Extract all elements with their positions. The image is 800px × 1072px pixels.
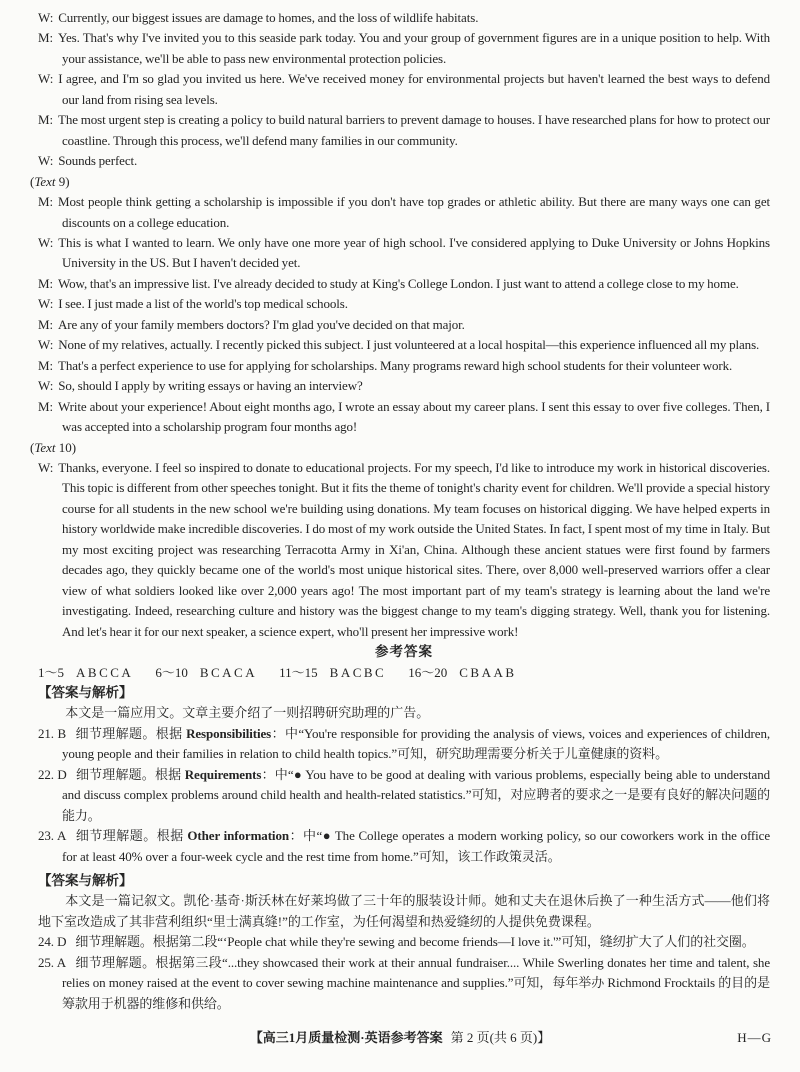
speaker-label: W: (38, 153, 54, 169)
answer-letters: CBAAB (459, 664, 517, 680)
text-section-label: (Text 10) (30, 439, 77, 455)
transcript-line: W: Currently, our biggest issues are damage to homes, and the loss of wildlife habitats. (38, 10, 479, 25)
analysis-section-header: 【答案与解析】 (38, 684, 133, 700)
analysis-item: 24. D 细节理解题。根据第二段“‘People chat while they're sewing and become friends—I love it.'”可知，缝纫扩大了人们的社交圈。 (38, 934, 755, 950)
text-section-label: (Text 9) (30, 173, 70, 189)
item-number-and-answer: 24. D (38, 934, 67, 950)
speaker-label: W: (38, 337, 54, 353)
analysis-sections (38, 683, 770, 1014)
answer-key-line (38, 663, 770, 683)
transcript-line: W: I agree, and I'm so glad you invited us here. We've received money for environmental projects but haven't learned the best ways to defend our land from rising sea levels. (38, 71, 770, 107)
answer-letters: BACBC (329, 664, 387, 680)
transcript-line: M: Yes. That's why I've invited you to this seaside park today. You and your group of government figures are in a unique position to help. With your assistance, we'll be able to pass new environmental protection policies. (38, 30, 770, 66)
transcript-line: M: The most urgent step is creating a policy to build natural barriers to prevent damage to houses. I have researched plans for how to protect our coastline. Through this process, we'll defend many families in our community. (38, 112, 770, 148)
text-label-italic: Text (34, 439, 56, 455)
footer-page-number: 第 2 页(共 6 页)】 (450, 1030, 551, 1045)
footer-code: H—G (737, 1030, 772, 1045)
speaker-label: W: (38, 71, 54, 87)
speaker-label: M: (38, 398, 53, 414)
footer-title: 【高三1月质量检测·英语参考答案 (249, 1030, 443, 1045)
answer-letters: BCACA (199, 664, 258, 680)
item-number-and-answer: 23. A (38, 828, 67, 844)
speaker-label: W: (38, 296, 54, 312)
speaker-label: M: (38, 30, 53, 46)
transcript-line: M: Are any of your family members doctors? I'm glad you've decided on that major. (38, 316, 465, 332)
item-number-and-answer: 22. D (38, 766, 67, 782)
answer-letters: ABCCA (76, 664, 134, 680)
speaker-label: W: (38, 10, 54, 25)
speaker-label: M: (38, 275, 53, 291)
speaker-label: W: (38, 378, 54, 394)
item-number-and-answer: 21. B (38, 725, 67, 741)
analysis-item: 25. A 细节理解题。根据第三段“...they showcased their work at their annual fundraiser.... While Swerling donates her time and talent, she relies on money raised at the event to cover sewing machine maintenance and supplies.”可知，每年举办 Richmond Frocktails 的目的是筹款用于机器的维修和供给。 (38, 954, 770, 1011)
page-footer (0, 1028, 800, 1048)
transcript-line: M: That's a perfect experience to use for applying for scholarships. Many programs reward high school students for their volunteer work. (38, 357, 733, 373)
bold-keyword: Requirements (184, 766, 262, 782)
passage-summary: 本文是一篇记叙文。凯伦·基奇·斯沃林在好莱坞做了三十年的服装设计师。她和丈夫在退休后换了一种生活方式——他们将地下室改造成了其非营利组织“里士满真缝!”的工作室，为任何渴望和热爱缝纫的人提供免费课程。 (38, 893, 770, 929)
listening-transcript (30, 8, 770, 642)
answer-range: 16～20 (408, 664, 448, 680)
transcript-line: W: I see. I just made a list of the world's top medical schools. (38, 296, 348, 312)
answer-range: 11～15 (279, 664, 318, 680)
reference-answers-heading: 参考答案 (375, 644, 433, 660)
transcript-line: W: Thanks, everyone. I feel so inspired to donate to educational projects. For my speech, I'd like to introduce my work in historical discoveries. This topic is different from other speeches tonight. But it fits the theme of tonight's charity event for children. We'll provide a special history course for all students in the new school we're building using donations. My team focuses on historical digging. We have helped experts in history worldwide make incredible discoveries. I do most of my work outside the United States. In fact, I spent most of my time in Italy. But my most exciting project was researching Terracotta Army in Xi'an, China. Although these ancient statues were first found by farmers decades ago, they quickly became one of the world's most unique historical sites. There, over 8,000 well-preserved warriors offer a clear view of what soldiers looked like over 2,000 years ago! The most important part of my team's strategy is learning about the land we're investigating. Indeed, researching culture and history was the biggest change to my team's digging strategy. Well, thank you for listening. And let's hear it for our next speaker, a science expert, who'll present her impressive work! (38, 459, 770, 639)
transcript-line: M: Most people think getting a scholarship is impossible if you don't have top grades or athletic ability. But there are many ways one can get discounts on a college education. (38, 194, 770, 230)
text-label-italic: Text (34, 173, 56, 189)
analysis-section (38, 683, 770, 867)
speaker-label: M: (38, 194, 53, 210)
transcript-line: W: None of my relatives, actually. I recently picked this subject. I just volunteered at a local hospital—this experience influenced all my plans. (38, 337, 760, 353)
bold-keyword: Responsibilities (186, 725, 272, 741)
item-number-and-answer: 25. A (38, 954, 67, 970)
bold-keyword: Other information (187, 828, 289, 844)
analysis-item: 21. B 细节理解题。根据 Responsibilities：中“You're responsible for providing the analysis of views, voices and experiences of children, young people and their families in relation to child health topics.”可知，研究助理需要分析关于儿童健康的资料。 (38, 725, 771, 762)
analysis-item: 23. A 细节理解题。根据 Other information：中“● The College operates a modern working policy, so our coworkers work in the office for at least 40% over a four-week cycle and the rest time from home.”可知，该工作政策灵活。 (38, 828, 771, 864)
answer-range: 6～10 (155, 664, 188, 680)
speaker-label: M: (38, 357, 53, 373)
passage-summary: 本文是一篇应用文。文章主要介绍了一则招聘研究助理的广告。 (65, 705, 430, 721)
speaker-label: W: (38, 459, 54, 475)
analysis-section (38, 871, 770, 1014)
speaker-label: M: (38, 112, 53, 128)
transcript-line: W: Sounds perfect. (38, 153, 138, 169)
answer-range: 1～5 (38, 664, 65, 680)
speaker-label: W: (38, 234, 54, 250)
transcript-line: W: So, should I apply by writing essays or having an interview? (38, 378, 363, 394)
speaker-label: M: (38, 316, 53, 332)
transcript-line: M: Write about your experience! About eight months ago, I wrote an essay about my career plans. I sent this essay to over five colleges. Then, I was accepted into a scholarship program four months ago! (38, 398, 770, 435)
transcript-line: M: Wow, that's an impressive list. I've already decided to study at King's College London. I just want to attend a college close to my home. (38, 275, 739, 291)
transcript-line: W: This is what I wanted to learn. We only have one more year of high school. I've considered applying to Duke University or Johns Hopkins University in the US. But I haven't decided yet. (38, 234, 770, 271)
analysis-section-header: 【答案与解析】 (38, 873, 133, 889)
analysis-item: 22. D 细节理解题。根据 Requirements：中“● You have to be good at dealing with various problems, especially being able to understand and discuss complex problems around child health and health-related statistics.”可知，对应聘者的要求之一是要有良好的解决问题的能力。 (38, 766, 771, 823)
footer-caption (0, 1028, 800, 1048)
